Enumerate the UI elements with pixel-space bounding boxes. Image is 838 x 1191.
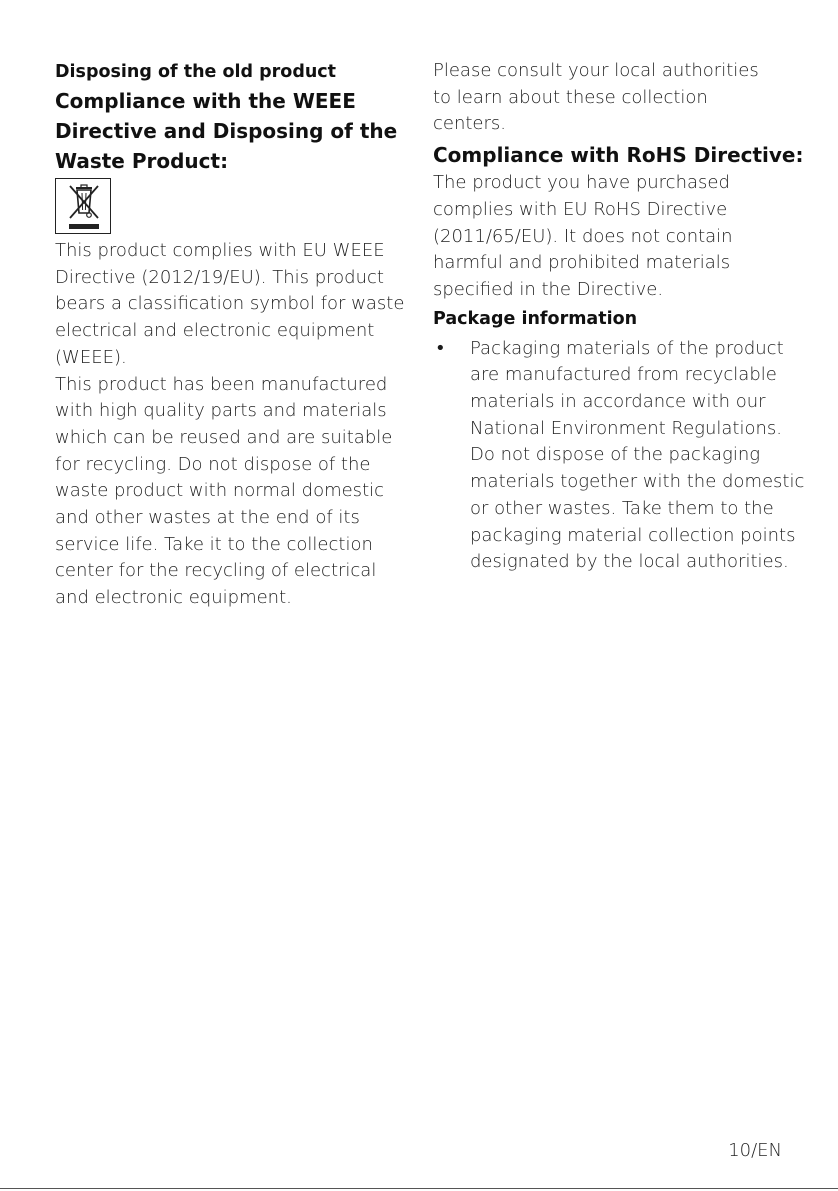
weee-paragraph-1: This product complies with EU WEEE Directive (2012/19/EU). This product bears a classification symbol for waste electrical and electronic equipment (WEEE). [55, 240, 405, 368]
list-item [433, 336, 805, 576]
rohs-paragraph: The product you have purchased complies with EU RoHS Directive (2011/65/EU). It does not contain harmful and prohibited materials specified in the Directive. [433, 172, 733, 300]
right-column [433, 58, 805, 576]
section-heading-disposing: Disposing of the old product [55, 62, 337, 82]
page-number: 10/EN [728, 1140, 782, 1161]
crossed-out-wheelie-bin-icon [55, 178, 111, 234]
package-bullet-list [433, 336, 805, 576]
page-bottom-divider [0, 1188, 838, 1189]
weee-paragraph-2: This product has been manufactured with high quality parts and materials which can be reused and are suitable for recycling. Do not dispose of the waste product with normal domestic and other wastes at the end of its service life. Take it to the collection center for the recycling of electrical and electronic equipment. [55, 373, 393, 609]
bullet-icon: • [435, 337, 446, 359]
collection-centers-paragraph: Please consult your local authorities to learn about these collection centers. [433, 60, 759, 135]
left-column [55, 58, 415, 612]
package-bullet-text: Packaging materials of the product are manufactured from recyclable materials in accordance with our National Environment Regulations. Do not dispose of the packaging materials together with the domestic or other wastes. Take them to the packaging material collection points designated by the local authorities. [470, 337, 805, 573]
section-heading-weee: Compliance with the WEEE Directive and Disposing of the Waste Product: [55, 89, 398, 173]
section-heading-package: Package information [433, 308, 638, 329]
section-heading-rohs: Compliance with RoHS Directive: [433, 143, 804, 168]
